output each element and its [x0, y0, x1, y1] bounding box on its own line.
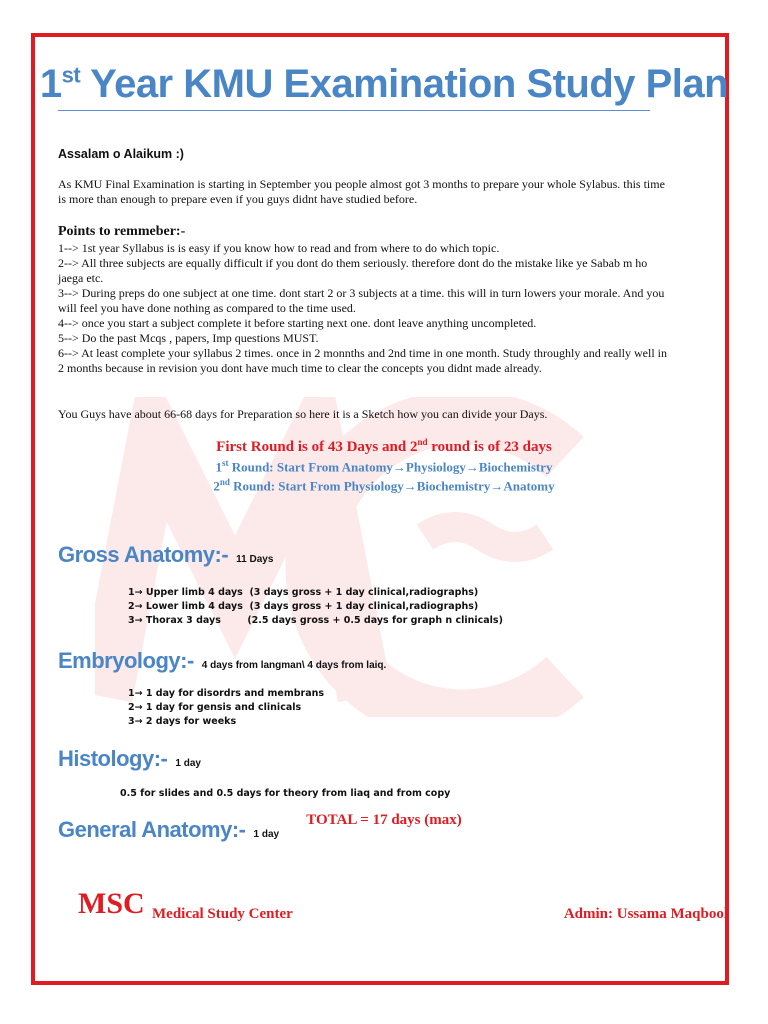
histology-duration: 1 day — [175, 758, 201, 769]
gross-anatomy-duration: 11 Days — [236, 554, 274, 565]
points-heading: Points to remmeber:- — [58, 224, 186, 239]
plan-item: 1→ Upper limb 4 days (3 days gross + 1 day clinical,radiographs) — [128, 587, 479, 598]
greeting: Assalam o Alaikum :) — [58, 147, 184, 161]
msc-logo — [78, 885, 150, 917]
intro-paragraph: As KMU Final Examination is starting in September you people almost got 3 months to prepare your whole Sylabus. this time is more than enough to prepare even if you guys didnt have studied before. — [58, 177, 665, 206]
plan-item: 2→ 1 day for gensis and clinicals — [128, 702, 302, 713]
days-summary: You Guys have about 66-68 days for Preparation so here it is a Sketch how you can divide your Days. — [58, 407, 548, 421]
histology-heading: Histology:- 1 day — [58, 746, 201, 771]
point-item: 6--> At least complete your syllabus 2 times. once in 2 monnths and 2nd time in one month. Study throughly and really well in 2 months because in revision you dont have much time to clear the concepts you didnt made already. — [58, 346, 668, 375]
points-list — [58, 241, 668, 376]
plan-item: 3→ Thorax 3 days (2.5 days gross + 0.5 days for graph n clinicals) — [128, 615, 503, 626]
general-anatomy-heading: General Anatomy:- 1 day — [58, 817, 280, 842]
round-two-order: 2nd Round: Start From Physiology→Biochemistry→Anatomy — [213, 477, 555, 494]
rounds-summary: First Round is of 43 Days and 2nd round is of 23 days — [216, 437, 552, 455]
plan-item: 3→ 2 days for weeks — [128, 716, 237, 727]
embryology-plan — [128, 687, 324, 729]
point-item: 4--> once you start a subject complete it before starting next one. dont leave anything uncompleted. — [58, 316, 537, 330]
page-title: 1st Year KMU Examination Study Plan — [39, 62, 729, 106]
plan-item: 2→ Lower limb 4 days (3 days gross + 1 day clinical,radiographs) — [128, 601, 479, 612]
histology-note: 0.5 for slides and 0.5 days for theory from liaq and from copy — [120, 788, 451, 799]
total-days: TOTAL = 17 days (max) — [306, 812, 462, 828]
title-divider — [58, 110, 650, 111]
point-item: 2--> All three subjects are equally difficult if you dont do them seriously. therefore dont do the mistake like ye Sabab m ho jaega etc. — [58, 256, 648, 285]
point-item: 1--> 1st year Syllabus is is easy if you know how to read and from where to do which topic. — [58, 241, 500, 255]
general-anatomy-duration: 1 day — [253, 829, 280, 840]
round-one-order: 1st Round: Start From Anatomy→Physiology→Biochemistry — [215, 458, 553, 475]
gross-anatomy-plan — [128, 586, 503, 628]
point-item: 3--> During preps do one subject at one time. dont start 2 or 3 subjects at a time. this will in turn lowers your morale. And you will feel you have done nothing as compared to the time used. — [58, 286, 665, 315]
embryology-duration: 4 days from langman\ 4 days from laiq. — [201, 660, 387, 671]
point-item: 5--> Do the past Mcqs , papers, Imp questions MUST. — [58, 331, 319, 345]
svg-text:MSC: MSC — [78, 887, 145, 917]
embryology-heading: Embryology:- 4 days from langman\ 4 days from laiq. — [58, 648, 387, 673]
gross-anatomy-heading: Gross Anatomy:- 11 Days — [58, 542, 274, 567]
footer-brand: Medical Study Center — [152, 906, 293, 922]
plan-item: 1→ 1 day for disordrs and membrans — [128, 688, 325, 699]
footer-admin: Admin: Ussama Maqbool — [563, 906, 728, 922]
